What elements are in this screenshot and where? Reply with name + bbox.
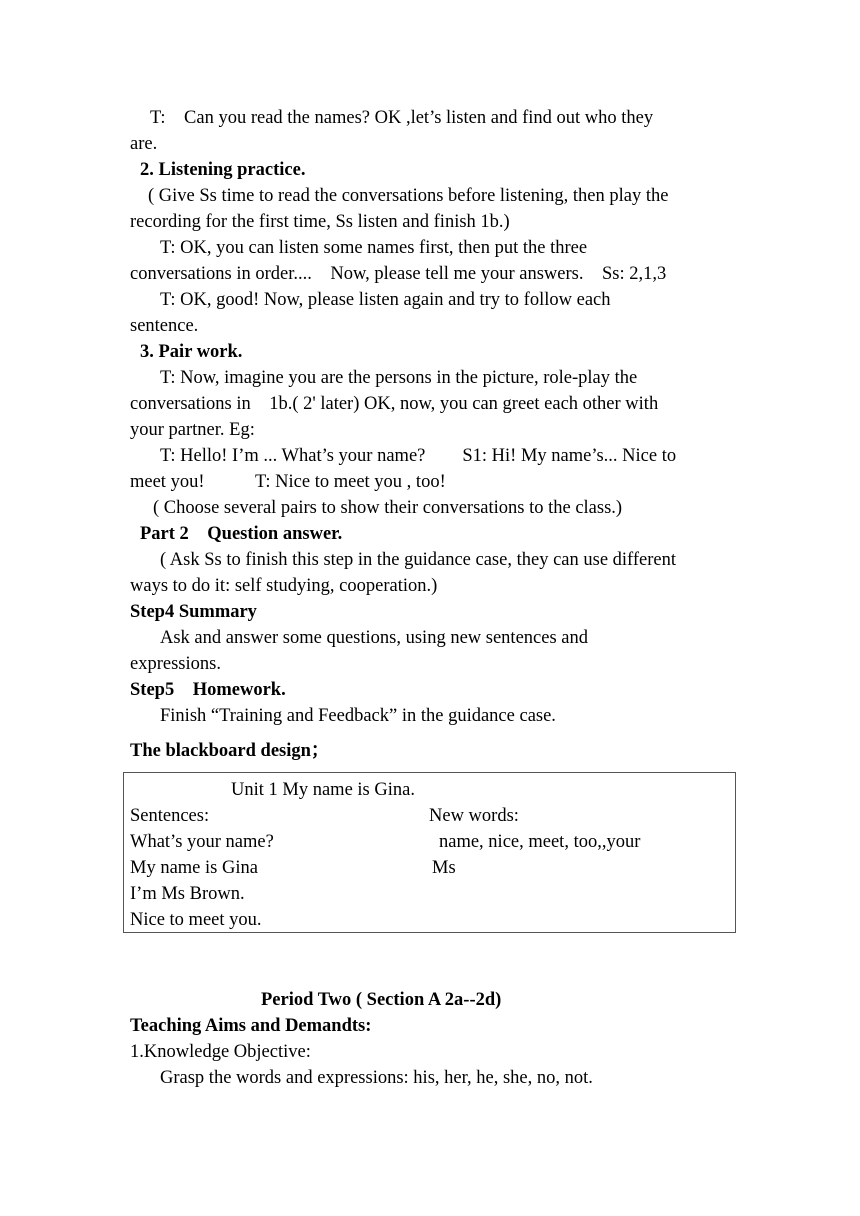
text-line: ways to do it: self studying, cooperation.) bbox=[130, 576, 438, 596]
board-sentence: I’m Ms Brown. bbox=[130, 884, 245, 904]
text-line: sentence. bbox=[130, 316, 199, 336]
board-title: Unit 1 My name is Gina. bbox=[231, 780, 415, 800]
text-line: Grasp the words and expressions: his, her, he, she, no, not. bbox=[160, 1068, 593, 1088]
section-heading: 3. Pair work. bbox=[140, 342, 243, 362]
period-title: Period Two ( Section A 2a--2d) bbox=[261, 990, 502, 1010]
board-sentence: Nice to meet you. bbox=[130, 910, 262, 930]
board-words: name, nice, meet, too,,your bbox=[439, 832, 641, 852]
text-line: recording for the first time, Ss listen and finish 1b.) bbox=[130, 212, 510, 232]
text-line: meet you! T: Nice to meet you , too! bbox=[130, 472, 446, 492]
text-line: Ask and answer some questions, using new sentences and bbox=[160, 628, 588, 648]
text-line: 1.Knowledge Objective: bbox=[130, 1042, 311, 1062]
text-line: T: Now, imagine you are the persons in the picture, role-play the bbox=[160, 368, 638, 388]
section-heading: Teaching Aims and Demandts: bbox=[130, 1016, 372, 1036]
section-heading: 2. Listening practice. bbox=[140, 160, 306, 180]
section-heading: Part 2 Question answer. bbox=[140, 524, 343, 544]
text-line: ( Choose several pairs to show their conversations to the class.) bbox=[153, 498, 623, 518]
section-heading: The blackboard design； bbox=[130, 741, 330, 761]
text-line: expressions. bbox=[130, 654, 221, 674]
text-line: T: Can you read the names? OK ,let’s listen and find out who they bbox=[150, 108, 654, 128]
text-line: ( Give Ss time to read the conversations before listening, then play the bbox=[148, 186, 669, 206]
section-heading: Step5 Homework. bbox=[130, 680, 286, 700]
text-line: T: OK, you can listen some names first, then put the three bbox=[160, 238, 588, 258]
section-heading: Step4 Summary bbox=[130, 602, 257, 622]
board-sentence: What’s your name? bbox=[130, 832, 274, 852]
text-line: conversations in 1b.( 2' later) OK, now, you can greet each other with bbox=[130, 394, 659, 414]
text-line: are. bbox=[130, 134, 158, 154]
text-line: Finish “Training and Feedback” in the guidance case. bbox=[160, 706, 556, 726]
text-line: T: OK, good! Now, please listen again and try to follow each bbox=[160, 290, 611, 310]
board-new-words-label: New words: bbox=[429, 806, 519, 826]
board-words: Ms bbox=[432, 858, 456, 878]
text-line: ( Ask Ss to finish this step in the guidance case, they can use different bbox=[160, 550, 677, 570]
text-line: your partner. Eg: bbox=[130, 420, 255, 440]
board-sentences-label: Sentences: bbox=[130, 806, 210, 826]
text-line: T: Hello! I’m ... What’s your name? S1: Hi! My name’s... Nice to bbox=[160, 446, 677, 466]
board-sentence: My name is Gina bbox=[130, 858, 258, 878]
text-line: conversations in order.... Now, please tell me your answers. Ss: 2,1,3 bbox=[130, 264, 667, 284]
